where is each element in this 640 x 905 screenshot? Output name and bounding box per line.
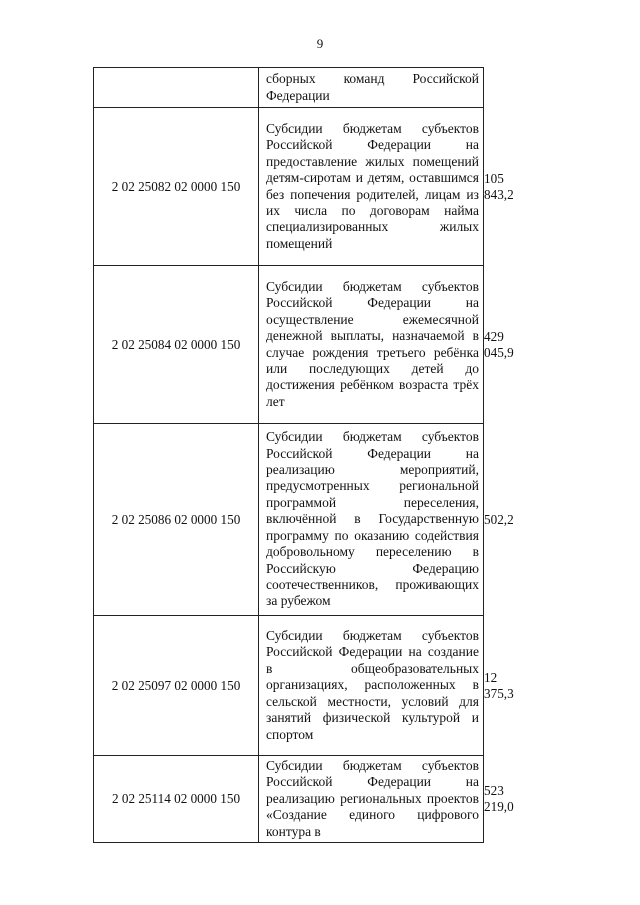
description-cell bbox=[259, 266, 484, 424]
amount-value: 502,2 bbox=[484, 511, 514, 527]
description-text: Субсидии бюджетам субъектов Российской Федерации на создание в общеобразовательных организациях, расположенных в сельской местности, условий для занятий физической культурой и спортом bbox=[266, 628, 479, 742]
table-row bbox=[94, 424, 484, 616]
description-cell bbox=[259, 424, 484, 616]
budget-code-cell bbox=[94, 68, 259, 108]
description-cell bbox=[259, 616, 484, 756]
amount-value: 12 375,3 bbox=[484, 669, 514, 701]
description-text: Субсидии бюджетам субъектов Российской Федерации на реализацию региональных проектов «Создание единого цифрового контура в bbox=[266, 758, 479, 839]
description-text: Субсидии бюджетам субъектов Российской Федерации на осуществление ежемесячной денежной выплаты, назначаемой в случае рождения третьего ребёнка или последующих детей до достижения ребёнком возраста трёх лет bbox=[266, 278, 479, 409]
table-row bbox=[94, 108, 484, 266]
table-row bbox=[94, 266, 484, 424]
budget-table bbox=[93, 67, 514, 843]
budget-code-cell: 2 02 25114 02 0000 150 bbox=[94, 756, 259, 843]
budget-code-cell: 2 02 25082 02 0000 150 bbox=[94, 108, 259, 266]
budget-code-cell: 2 02 25086 02 0000 150 bbox=[94, 424, 259, 616]
table-row bbox=[94, 616, 484, 756]
amount-value bbox=[484, 80, 490, 95]
description-cell bbox=[259, 68, 484, 108]
amount-value: 523 219,0 bbox=[484, 783, 514, 815]
description-cell bbox=[259, 756, 484, 843]
description-text: сборных команд Российской Федерации bbox=[266, 71, 479, 103]
page-number: 9 bbox=[316, 36, 324, 51]
description-text: Субсидии бюджетам субъектов Российской Федерации на предоставление жилых помещений детям-сиротам и детям, оставшимся без попечения родителей, лицам из их числа по договорам найма специализированных жилых помещений bbox=[266, 120, 479, 251]
budget-code-cell: 2 02 25097 02 0000 150 bbox=[94, 616, 259, 756]
table-row bbox=[94, 68, 484, 108]
table-row bbox=[94, 756, 484, 843]
budget-code-cell: 2 02 25084 02 0000 150 bbox=[94, 266, 259, 424]
amount-value: 429 045,9 bbox=[484, 328, 514, 360]
description-text: Субсидии бюджетам субъектов Российской Федерации на реализацию мероприятий, предусмотренных региональной программой переселения, включённой в Государственную программу по оказанию содействия добровольному переселению в Российскую Федерацию соотечественников, проживающих за рубежом bbox=[266, 429, 479, 609]
amount-value: 105 843,2 bbox=[484, 170, 514, 202]
description-cell bbox=[259, 108, 484, 266]
